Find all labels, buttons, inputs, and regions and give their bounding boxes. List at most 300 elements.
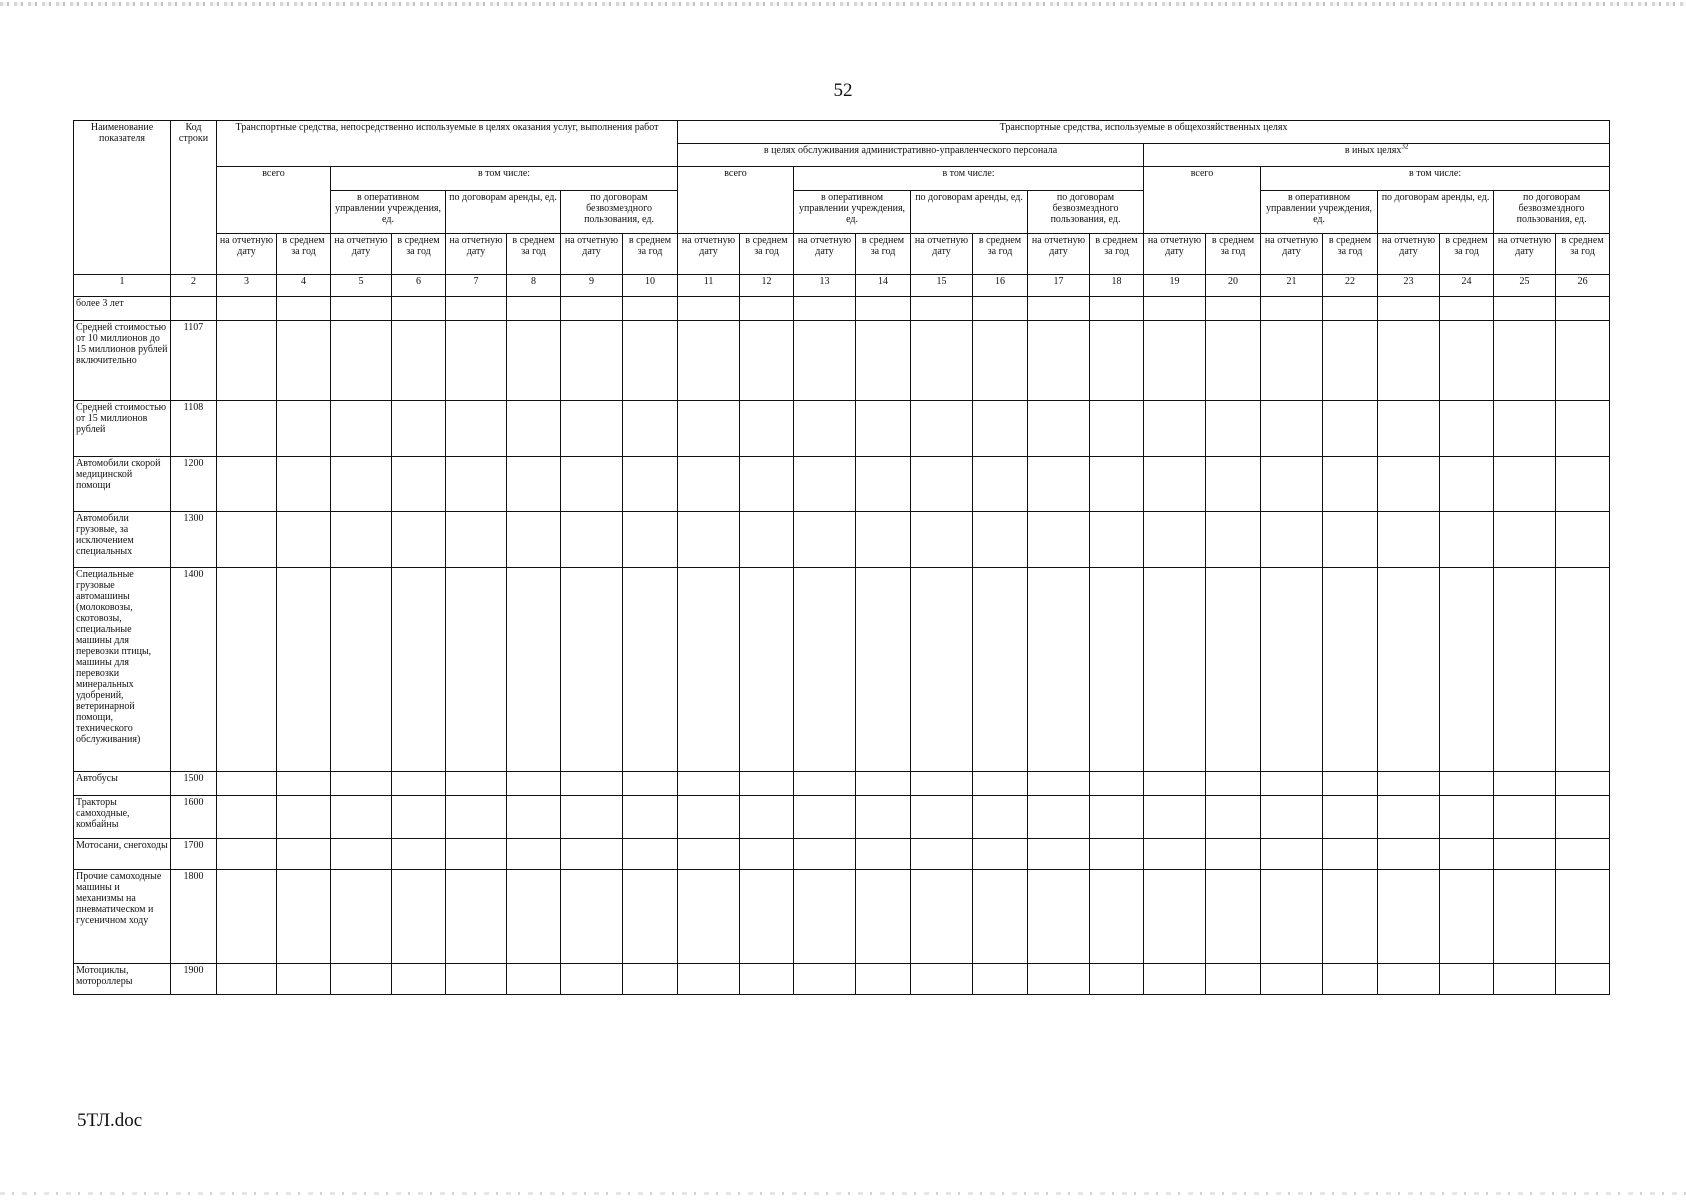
value-cell[interactable] (507, 772, 561, 796)
value-cell[interactable] (1323, 964, 1378, 995)
value-cell[interactable] (1090, 870, 1144, 964)
value-cell[interactable] (856, 796, 911, 839)
value-cell[interactable] (392, 796, 446, 839)
value-cell[interactable] (392, 568, 446, 772)
value-cell[interactable] (277, 964, 331, 995)
value-cell[interactable] (1028, 297, 1090, 321)
value-cell[interactable] (1206, 401, 1261, 457)
value-cell[interactable] (1378, 964, 1440, 995)
table-row (74, 772, 1610, 796)
value-cell[interactable] (1144, 796, 1206, 839)
value-cell[interactable] (1028, 839, 1090, 870)
value-cell[interactable] (561, 321, 623, 401)
value-cell[interactable] (1261, 297, 1323, 321)
value-cell[interactable] (507, 457, 561, 512)
value-cell[interactable] (1090, 297, 1144, 321)
value-cell[interactable] (561, 796, 623, 839)
value-cell[interactable] (856, 401, 911, 457)
value-cell[interactable] (1144, 401, 1206, 457)
value-cell[interactable] (623, 796, 678, 839)
value-cell[interactable] (740, 321, 794, 401)
value-cell[interactable] (740, 839, 794, 870)
value-cell[interactable] (740, 964, 794, 995)
value-cell[interactable] (446, 457, 507, 512)
value-cell[interactable] (1261, 796, 1323, 839)
row-code: 1500 (171, 772, 217, 796)
value-cell[interactable] (561, 964, 623, 995)
value-cell[interactable] (1028, 772, 1090, 796)
value-cell[interactable] (911, 964, 973, 995)
value-cell[interactable] (1323, 772, 1378, 796)
value-cell[interactable] (217, 297, 277, 321)
value-cell[interactable] (217, 839, 277, 870)
value-cell[interactable] (678, 401, 740, 457)
value-cell[interactable] (217, 568, 277, 772)
value-cell[interactable] (1090, 796, 1144, 839)
value-cell[interactable] (277, 321, 331, 401)
value-cell[interactable] (1556, 796, 1610, 839)
value-cell[interactable] (856, 964, 911, 995)
value-cell[interactable] (1261, 568, 1323, 772)
header-group-a: Транспортные средства, непосредственно используемые в целях оказания услуг, выполнения работ (217, 121, 678, 167)
value-cell[interactable] (1494, 964, 1556, 995)
value-cell[interactable] (277, 870, 331, 964)
value-cell[interactable] (1378, 870, 1440, 964)
value-cell[interactable] (911, 512, 973, 568)
value-cell[interactable] (1440, 512, 1494, 568)
value-cell[interactable] (1206, 796, 1261, 839)
value-cell[interactable] (1323, 568, 1378, 772)
value-cell[interactable] (623, 839, 678, 870)
value-cell[interactable] (1144, 568, 1206, 772)
value-cell[interactable] (678, 321, 740, 401)
header-free-b2: по договорам безвозмездного пользования, ед. (1494, 191, 1610, 234)
value-cell[interactable] (1028, 796, 1090, 839)
column-number: 13 (794, 275, 856, 297)
value-cell[interactable] (1440, 297, 1494, 321)
value-cell[interactable] (1440, 839, 1494, 870)
value-cell[interactable] (1378, 321, 1440, 401)
value-cell[interactable] (678, 796, 740, 839)
value-cell[interactable] (392, 457, 446, 512)
value-cell[interactable] (973, 964, 1028, 995)
value-cell[interactable] (623, 772, 678, 796)
value-cell[interactable] (794, 964, 856, 995)
header-incl-a: в том числе: (331, 167, 678, 191)
value-cell[interactable] (740, 512, 794, 568)
value-cell[interactable] (217, 457, 277, 512)
value-cell[interactable] (1090, 964, 1144, 995)
header-code: Код строки (171, 121, 217, 275)
value-cell[interactable] (911, 457, 973, 512)
value-cell[interactable] (392, 870, 446, 964)
value-cell[interactable] (1144, 457, 1206, 512)
value-cell[interactable] (623, 297, 678, 321)
value-cell[interactable] (740, 457, 794, 512)
value-cell[interactable] (678, 512, 740, 568)
value-cell[interactable] (1440, 321, 1494, 401)
value-cell[interactable] (911, 297, 973, 321)
value-cell[interactable] (794, 401, 856, 457)
value-cell[interactable] (561, 401, 623, 457)
value-cell[interactable] (623, 401, 678, 457)
value-cell[interactable] (856, 772, 911, 796)
header-avg-year: в среднем за год (1323, 234, 1378, 275)
value-cell[interactable] (331, 870, 392, 964)
value-cell[interactable] (973, 457, 1028, 512)
column-number: 17 (1028, 275, 1090, 297)
value-cell[interactable] (1378, 568, 1440, 772)
value-cell[interactable] (1028, 870, 1090, 964)
value-cell[interactable] (1378, 401, 1440, 457)
value-cell[interactable] (1556, 457, 1610, 512)
value-cell[interactable] (446, 512, 507, 568)
value-cell[interactable] (392, 401, 446, 457)
value-cell[interactable] (1494, 568, 1556, 772)
value-cell[interactable] (1090, 401, 1144, 457)
row-code: 1108 (171, 401, 217, 457)
value-cell[interactable] (1440, 401, 1494, 457)
value-cell[interactable] (1206, 512, 1261, 568)
value-cell[interactable] (561, 457, 623, 512)
value-cell[interactable] (1206, 839, 1261, 870)
value-cell[interactable] (507, 321, 561, 401)
value-cell[interactable] (794, 796, 856, 839)
value-cell[interactable] (331, 772, 392, 796)
header-lease-b2: по договорам аренды, ед. (1378, 191, 1494, 234)
value-cell[interactable] (277, 772, 331, 796)
value-cell[interactable] (1144, 512, 1206, 568)
value-cell[interactable] (1206, 870, 1261, 964)
value-cell[interactable] (973, 839, 1028, 870)
value-cell[interactable] (973, 321, 1028, 401)
row-label: Специальные грузовые автомашины (молоковозы, скотовозы, специальные машины для перевозки птицы, машины для перевозки минеральных удобрений, ветеринарной помощи, технического обслуживания) (74, 568, 171, 772)
value-cell[interactable] (277, 297, 331, 321)
value-cell[interactable] (973, 401, 1028, 457)
column-number: 8 (507, 275, 561, 297)
value-cell[interactable] (1494, 772, 1556, 796)
value-cell[interactable] (392, 321, 446, 401)
value-cell[interactable] (1144, 772, 1206, 796)
value-cell[interactable] (277, 457, 331, 512)
value-cell[interactable] (1261, 772, 1323, 796)
value-cell[interactable] (794, 839, 856, 870)
row-label: Средней стоимостью от 10 миллионов до 15 миллионов рублей включительно (74, 321, 171, 401)
header-avg-year: в среднем за год (740, 234, 794, 275)
value-cell[interactable] (794, 772, 856, 796)
header-at-date: на отчетную дату (911, 234, 973, 275)
value-cell[interactable] (331, 321, 392, 401)
value-cell[interactable] (1378, 457, 1440, 512)
value-cell[interactable] (1323, 297, 1378, 321)
value-cell[interactable] (973, 512, 1028, 568)
value-cell[interactable] (392, 839, 446, 870)
value-cell[interactable] (1090, 321, 1144, 401)
value-cell[interactable] (217, 964, 277, 995)
value-cell[interactable] (1090, 457, 1144, 512)
value-cell[interactable] (1261, 870, 1323, 964)
value-cell[interactable] (1556, 568, 1610, 772)
row-label: Автомобили грузовые, за исключением специальных (74, 512, 171, 568)
value-cell[interactable] (507, 796, 561, 839)
value-cell[interactable] (1090, 772, 1144, 796)
value-cell[interactable] (331, 964, 392, 995)
value-cell[interactable] (507, 568, 561, 772)
value-cell[interactable] (1440, 772, 1494, 796)
value-cell[interactable] (794, 870, 856, 964)
value-cell[interactable] (1206, 297, 1261, 321)
column-number: 10 (623, 275, 678, 297)
value-cell[interactable] (392, 772, 446, 796)
value-cell[interactable] (1144, 964, 1206, 995)
value-cell[interactable] (446, 839, 507, 870)
value-cell[interactable] (1378, 512, 1440, 568)
value-cell[interactable] (1144, 321, 1206, 401)
row-label: более 3 лет (74, 297, 171, 321)
value-cell[interactable] (1378, 297, 1440, 321)
value-cell[interactable] (1556, 772, 1610, 796)
value-cell[interactable] (1323, 512, 1378, 568)
value-cell[interactable] (1494, 401, 1556, 457)
column-number: 21 (1261, 275, 1323, 297)
value-cell[interactable] (331, 796, 392, 839)
value-cell[interactable] (1556, 839, 1610, 870)
value-cell[interactable] (1440, 870, 1494, 964)
value-cell[interactable] (740, 772, 794, 796)
value-cell[interactable] (217, 870, 277, 964)
header-at-date: на отчетную дату (794, 234, 856, 275)
value-cell[interactable] (1323, 870, 1378, 964)
value-cell[interactable] (740, 870, 794, 964)
value-cell[interactable] (1028, 401, 1090, 457)
value-cell[interactable] (446, 964, 507, 995)
value-cell[interactable] (277, 401, 331, 457)
value-cell[interactable] (973, 568, 1028, 772)
value-cell[interactable] (507, 964, 561, 995)
value-cell[interactable] (217, 772, 277, 796)
value-cell[interactable] (1494, 512, 1556, 568)
value-cell[interactable] (911, 796, 973, 839)
value-cell[interactable] (217, 321, 277, 401)
value-cell[interactable] (446, 401, 507, 457)
value-cell[interactable] (794, 321, 856, 401)
value-cell[interactable] (911, 568, 973, 772)
value-cell[interactable] (1494, 796, 1556, 839)
value-cell[interactable] (1206, 964, 1261, 995)
value-cell[interactable] (446, 321, 507, 401)
value-cell[interactable] (1028, 321, 1090, 401)
value-cell[interactable] (973, 772, 1028, 796)
value-cell[interactable] (911, 839, 973, 870)
value-cell[interactable] (331, 297, 392, 321)
value-cell[interactable] (1323, 796, 1378, 839)
value-cell[interactable] (678, 964, 740, 995)
value-cell[interactable] (1028, 568, 1090, 772)
value-cell[interactable] (794, 297, 856, 321)
value-cell[interactable] (1494, 297, 1556, 321)
value-cell[interactable] (678, 870, 740, 964)
value-cell[interactable] (1206, 321, 1261, 401)
value-cell[interactable] (561, 297, 623, 321)
value-cell[interactable] (1494, 839, 1556, 870)
value-cell[interactable] (1323, 321, 1378, 401)
value-cell[interactable] (973, 297, 1028, 321)
value-cell[interactable] (331, 512, 392, 568)
value-cell[interactable] (740, 568, 794, 772)
value-cell[interactable] (277, 512, 331, 568)
value-cell[interactable] (1323, 839, 1378, 870)
value-cell[interactable] (446, 772, 507, 796)
value-cell[interactable] (678, 457, 740, 512)
value-cell[interactable] (1494, 321, 1556, 401)
header-at-date: на отчетную дату (1028, 234, 1090, 275)
value-cell[interactable] (1556, 512, 1610, 568)
value-cell[interactable] (911, 870, 973, 964)
value-cell[interactable] (1440, 457, 1494, 512)
column-number: 26 (1556, 275, 1610, 297)
value-cell[interactable] (856, 839, 911, 870)
value-cell[interactable] (331, 457, 392, 512)
value-cell[interactable] (446, 297, 507, 321)
value-cell[interactable] (1261, 964, 1323, 995)
value-cell[interactable] (561, 512, 623, 568)
value-cell[interactable] (392, 964, 446, 995)
column-number: 20 (1206, 275, 1261, 297)
value-cell[interactable] (973, 870, 1028, 964)
value-cell[interactable] (1090, 839, 1144, 870)
value-cell[interactable] (1556, 964, 1610, 995)
value-cell[interactable] (217, 796, 277, 839)
value-cell[interactable] (217, 401, 277, 457)
value-cell[interactable] (678, 839, 740, 870)
value-cell[interactable] (561, 568, 623, 772)
value-cell[interactable] (1261, 512, 1323, 568)
value-cell[interactable] (794, 457, 856, 512)
value-cell[interactable] (561, 772, 623, 796)
value-cell[interactable] (678, 568, 740, 772)
value-cell[interactable] (1261, 401, 1323, 457)
value-cell[interactable] (1556, 321, 1610, 401)
scan-edge-bottom (0, 1192, 1686, 1195)
row-label: Тракторы самоходные, комбайны (74, 796, 171, 839)
value-cell[interactable] (1323, 401, 1378, 457)
value-cell[interactable] (1028, 964, 1090, 995)
value-cell[interactable] (911, 772, 973, 796)
value-cell[interactable] (1494, 870, 1556, 964)
value-cell[interactable] (1378, 839, 1440, 870)
value-cell[interactable] (507, 870, 561, 964)
value-cell[interactable] (1206, 457, 1261, 512)
value-cell[interactable] (794, 512, 856, 568)
value-cell[interactable] (678, 772, 740, 796)
value-cell[interactable] (1261, 839, 1323, 870)
value-cell[interactable] (856, 321, 911, 401)
value-cell[interactable] (973, 796, 1028, 839)
value-cell[interactable] (1494, 457, 1556, 512)
value-cell[interactable] (1323, 457, 1378, 512)
value-cell[interactable] (1144, 297, 1206, 321)
value-cell[interactable] (446, 796, 507, 839)
value-cell[interactable] (794, 568, 856, 772)
column-number: 15 (911, 275, 973, 297)
value-cell[interactable] (1144, 839, 1206, 870)
value-cell[interactable] (856, 297, 911, 321)
value-cell[interactable] (1261, 321, 1323, 401)
value-cell[interactable] (856, 870, 911, 964)
value-cell[interactable] (446, 568, 507, 772)
value-cell[interactable] (1440, 796, 1494, 839)
value-cell[interactable] (856, 457, 911, 512)
value-cell[interactable] (911, 321, 973, 401)
value-cell[interactable] (1206, 568, 1261, 772)
value-cell[interactable] (678, 297, 740, 321)
column-number: 12 (740, 275, 794, 297)
value-cell[interactable] (740, 401, 794, 457)
value-cell[interactable] (1378, 796, 1440, 839)
value-cell[interactable] (623, 568, 678, 772)
header-lease-b1: по договорам аренды, ед. (911, 191, 1028, 234)
value-cell[interactable] (1556, 401, 1610, 457)
value-cell[interactable] (1261, 457, 1323, 512)
value-cell[interactable] (392, 512, 446, 568)
value-cell[interactable] (1440, 964, 1494, 995)
header-avg-year: в среднем за год (1556, 234, 1610, 275)
value-cell[interactable] (561, 839, 623, 870)
value-cell[interactable] (623, 870, 678, 964)
value-cell[interactable] (507, 839, 561, 870)
value-cell[interactable] (1144, 870, 1206, 964)
value-cell[interactable] (856, 568, 911, 772)
value-cell[interactable] (623, 457, 678, 512)
value-cell[interactable] (1028, 512, 1090, 568)
value-cell[interactable] (392, 297, 446, 321)
value-cell[interactable] (277, 568, 331, 772)
row-label: Средней стоимостью от 15 миллионов рублей (74, 401, 171, 457)
value-cell[interactable] (856, 512, 911, 568)
value-cell[interactable] (507, 512, 561, 568)
header-free-b1: по договорам безвозмездного пользования, ед. (1028, 191, 1144, 234)
value-cell[interactable] (277, 796, 331, 839)
value-cell[interactable] (740, 297, 794, 321)
value-cell[interactable] (623, 512, 678, 568)
value-cell[interactable] (331, 401, 392, 457)
value-cell[interactable] (1378, 772, 1440, 796)
value-cell[interactable] (507, 401, 561, 457)
value-cell[interactable] (1090, 512, 1144, 568)
header-at-date: на отчетную дату (446, 234, 507, 275)
value-cell[interactable] (623, 964, 678, 995)
value-cell[interactable] (1028, 457, 1090, 512)
value-cell[interactable] (446, 870, 507, 964)
value-cell[interactable] (1556, 870, 1610, 964)
value-cell[interactable] (911, 401, 973, 457)
value-cell[interactable] (331, 568, 392, 772)
value-cell[interactable] (1090, 568, 1144, 772)
column-number: 3 (217, 275, 277, 297)
value-cell[interactable] (217, 512, 277, 568)
value-cell[interactable] (331, 839, 392, 870)
header-incl-b2: в том числе: (1261, 167, 1610, 191)
value-cell[interactable] (507, 297, 561, 321)
value-cell[interactable] (561, 870, 623, 964)
value-cell[interactable] (623, 321, 678, 401)
value-cell[interactable] (1440, 568, 1494, 772)
value-cell[interactable] (277, 839, 331, 870)
row-code: 1700 (171, 839, 217, 870)
value-cell[interactable] (1206, 772, 1261, 796)
value-cell[interactable] (1556, 297, 1610, 321)
value-cell[interactable] (740, 796, 794, 839)
